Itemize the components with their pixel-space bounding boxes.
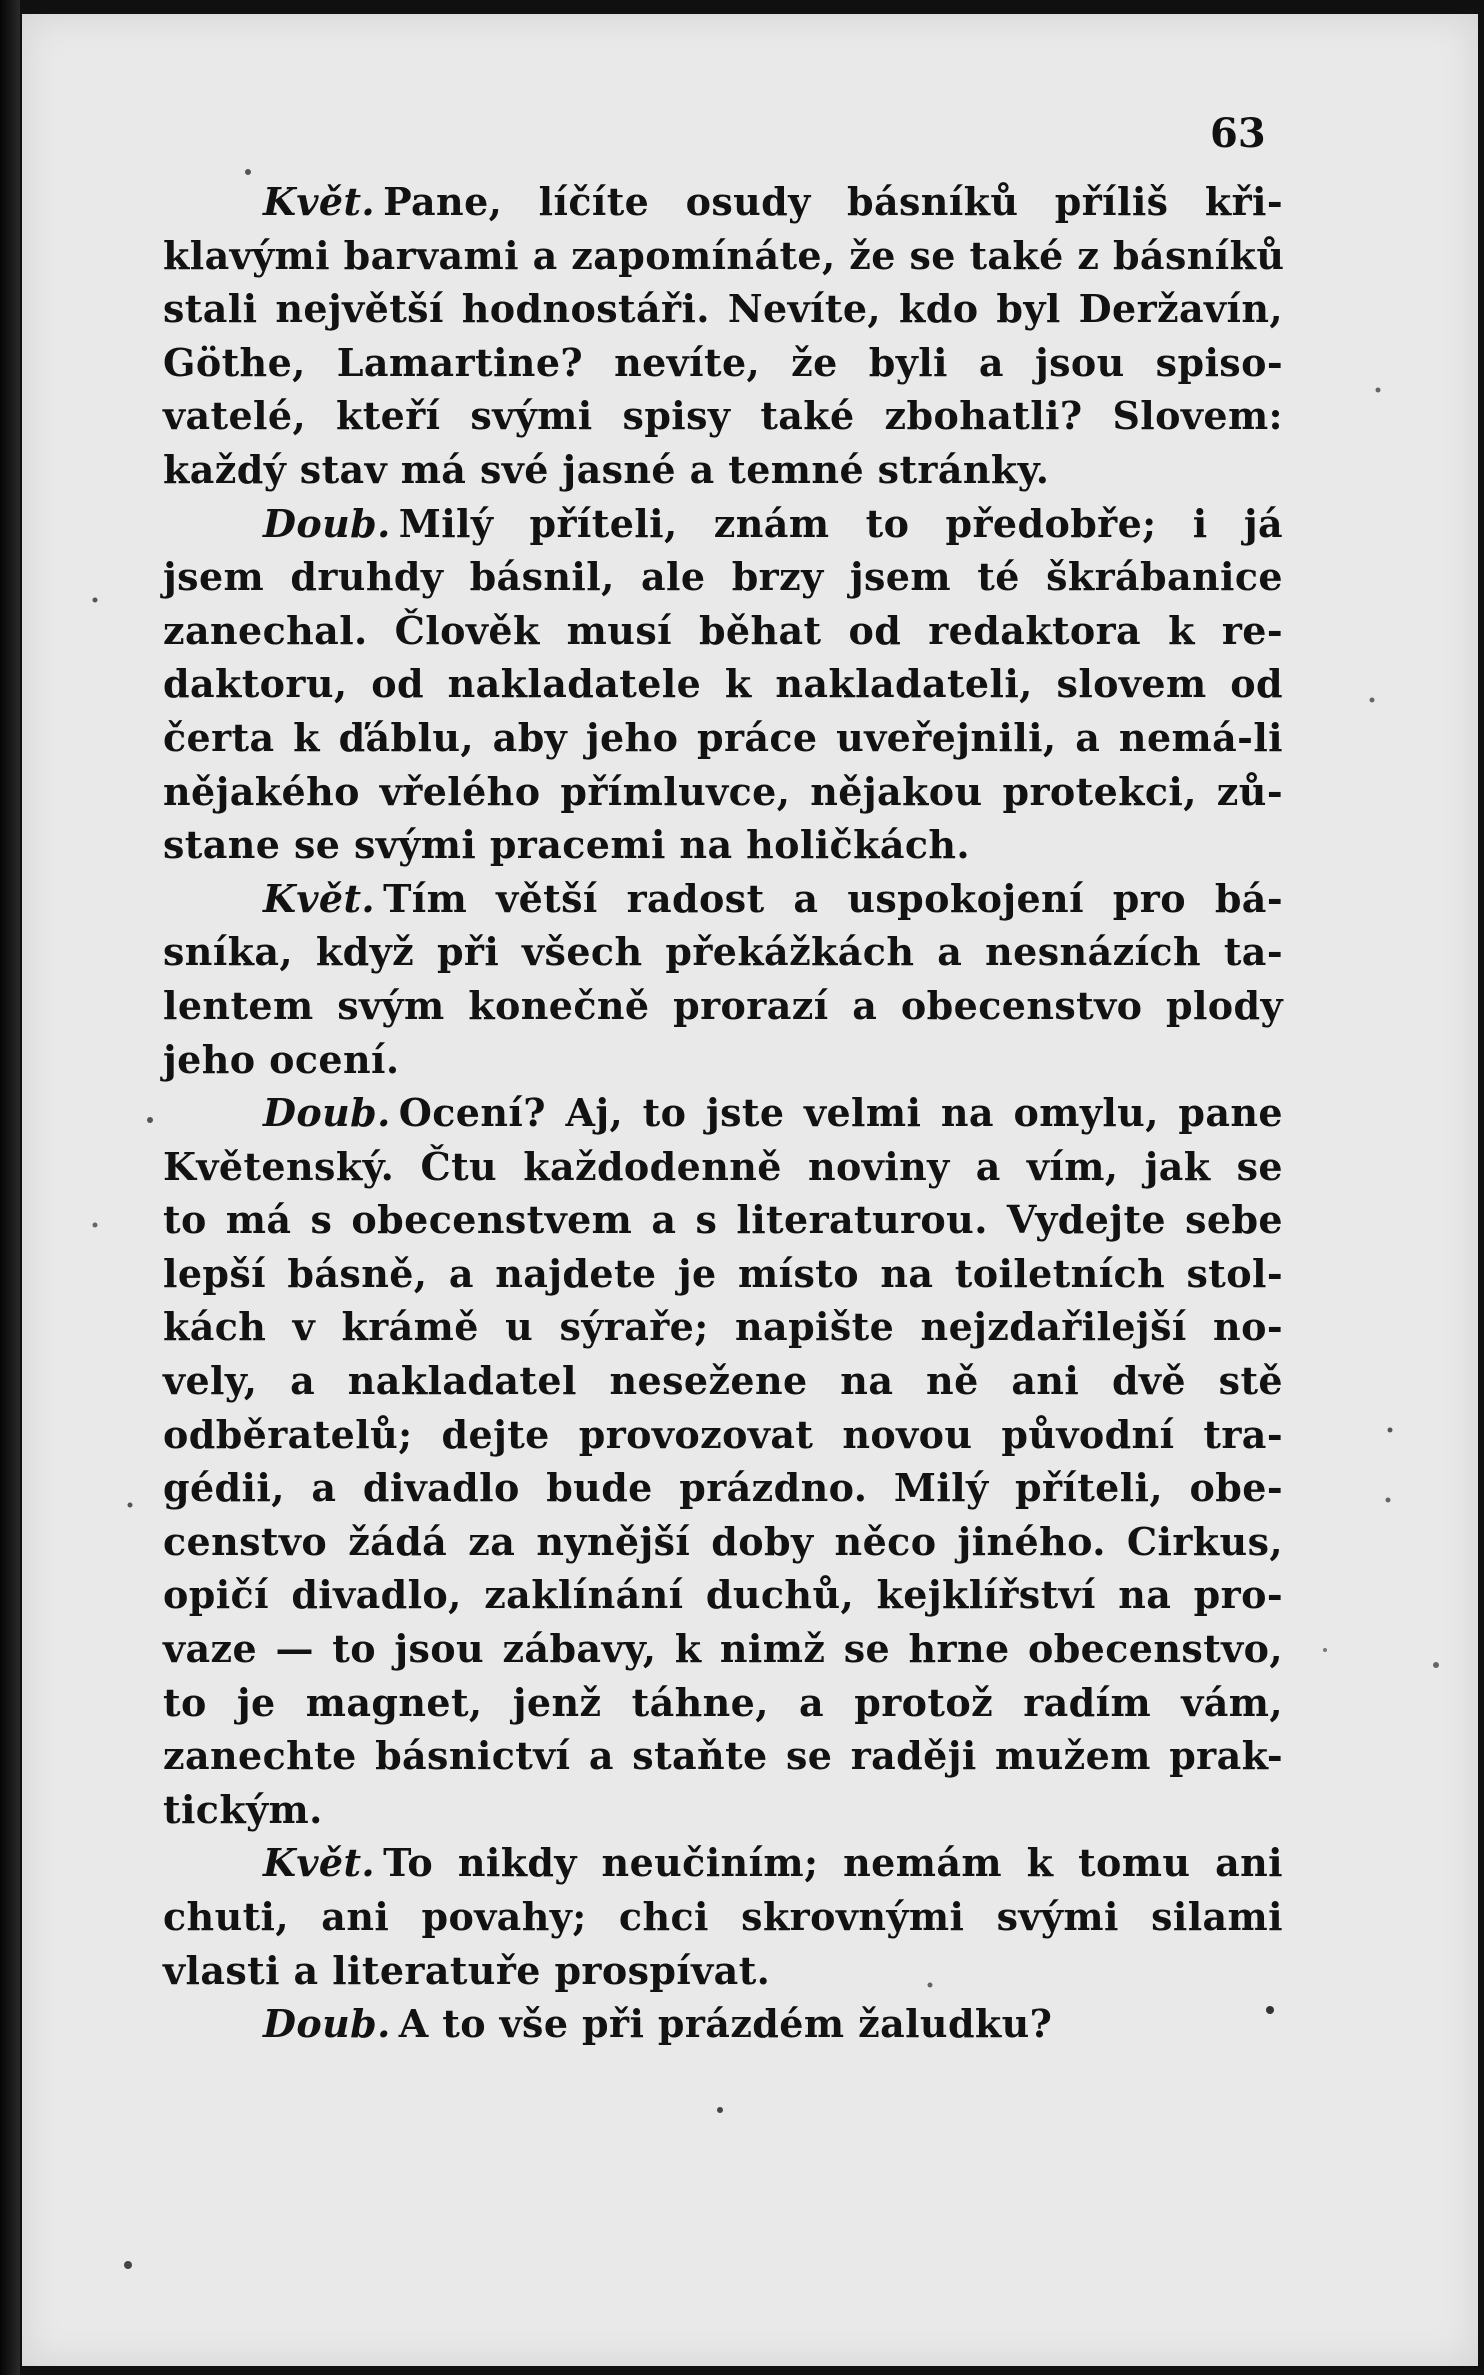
speaker-name: Květ. (263, 1840, 376, 1886)
text-line (163, 818, 1283, 872)
text-line (163, 550, 1283, 604)
line-text: Květenský. Čtu každodenně noviny a vím, jak se (163, 1143, 1283, 1189)
line-text: To nikdy neučiním; nemám k tomu ani (383, 1840, 1283, 1886)
line-text: zanechte básnictví a staňte se raději mužem prak- (163, 1733, 1283, 1779)
line-text: sníka, když při všech překážkách a nesnázích ta- (163, 929, 1283, 975)
line-text: A to vše při prázdém žaludku? (398, 2001, 1053, 2047)
line-text: zanechal. Člověk musí běhat od redaktora k re- (163, 607, 1283, 653)
text-line (163, 1515, 1283, 1569)
page-text (163, 175, 1283, 2051)
text-line (163, 657, 1283, 711)
text-line (163, 1944, 1283, 1998)
page-number: 63 (1210, 110, 1266, 157)
speaker-name: Květ. (263, 179, 376, 224)
text-line (163, 765, 1283, 819)
speaker-name: Doub. (263, 500, 391, 546)
line-text: gédii, a divadlo bude prázdno. Milý příteli, obe- (163, 1465, 1283, 1511)
text-line (163, 1033, 1283, 1087)
text-line (163, 1729, 1283, 1783)
text-line (163, 1140, 1283, 1194)
line-text: odběratelů; dejte provozovat novou původní tra- (163, 1411, 1283, 1457)
text-line (163, 604, 1283, 658)
line-text: stali největší hodnostáři. Nevíte, kdo byl Deržavín, (163, 286, 1283, 332)
text-line (163, 443, 1283, 497)
line-text: vatelé, kteří svými spisy také zbohatli? Slovem: (163, 393, 1283, 439)
line-text: čerta k ďáblu, aby jeho práce uveřejnili, a nemá-li (163, 714, 1283, 760)
line-text: nějakého vřelého přímluvce, nějakou protekci, zů- (163, 768, 1283, 814)
line-text: stane se svými pracemi na holičkách. (163, 822, 971, 868)
line-text: tickým. (163, 1786, 323, 1832)
line-text: to má s obecenstvem a s literaturou. Vydejte sebe (163, 1197, 1283, 1243)
line-text: kách v krámě u sýraře; napište nejzdařilejší no- (163, 1304, 1283, 1350)
text-line (163, 1247, 1283, 1301)
text-line (163, 336, 1283, 390)
book-spine-shadow (0, 0, 20, 2375)
line-text: lepší básně, a najdete je místo na toiletních stol- (163, 1250, 1283, 1296)
text-line (163, 1676, 1283, 1730)
text-line (163, 1408, 1283, 1462)
line-text: jeho ocení. (163, 1036, 400, 1082)
text-line (163, 872, 1283, 926)
speaker-name: Doub. (263, 2001, 391, 2047)
text-line (163, 1193, 1283, 1247)
text-line (163, 389, 1283, 443)
line-text: klavými barvami a zapomínáte, že se také z básníků (163, 232, 1285, 278)
text-line (163, 1568, 1283, 1622)
line-text: to je magnet, jenž táhne, a protož radím vám, (163, 1679, 1283, 1725)
line-text: vlasti a literatuře prospívat. (163, 1947, 771, 1993)
line-text: Pane, líčíte osudy básníků příliš kři- (383, 179, 1283, 224)
text-line (163, 1783, 1283, 1837)
text-line (163, 1086, 1283, 1140)
line-text: daktoru, od nakladatele k nakladateli, slovem od (163, 661, 1283, 707)
line-text: opičí divadlo, zaklínání duchů, kejklířství na pro- (163, 1572, 1283, 1618)
speaker-name: Doub. (263, 1090, 391, 1136)
line-text: censtvo žádá za nynější doby něco jiného. Cirkus, (163, 1518, 1283, 1564)
text-line (163, 979, 1283, 1033)
text-line (163, 925, 1283, 979)
line-text: vely, a nakladatel nesežene na ně ani dvě stě (163, 1358, 1283, 1404)
text-line (163, 1300, 1283, 1354)
line-text: Ocení? Aj, to jste velmi na omylu, pane (398, 1090, 1283, 1136)
text-line (163, 1461, 1283, 1515)
text-line (163, 711, 1283, 765)
line-text: jsem druhdy básnil, ale brzy jsem té škrábanice (163, 554, 1283, 600)
line-text: Göthe, Lamartine? nevíte, že byli a jsou spiso- (163, 339, 1283, 385)
text-line (163, 1622, 1283, 1676)
text-line (163, 1836, 1283, 1890)
line-text: vaze — to jsou zábavy, k nimž se hrne obecenstvo, (163, 1626, 1283, 1672)
text-line (163, 1354, 1283, 1408)
speaker-name: Květ. (263, 875, 376, 921)
line-text: Tím větší radost a uspokojení pro bá- (383, 875, 1283, 921)
text-line (163, 1997, 1283, 2051)
text-line (163, 229, 1283, 283)
line-text: chuti, ani povahy; chci skrovnými svými silami (163, 1894, 1283, 1939)
line-text: Milý příteli, znám to předobře; i já (398, 500, 1283, 546)
text-line (163, 175, 1283, 229)
text-line (163, 282, 1283, 336)
text-line (163, 1890, 1283, 1944)
text-line (163, 497, 1283, 551)
line-text: lentem svým konečně prorazí a obecenstvo plody (163, 982, 1283, 1028)
line-text: každý stav má své jasné a temné stránky. (163, 446, 1050, 492)
